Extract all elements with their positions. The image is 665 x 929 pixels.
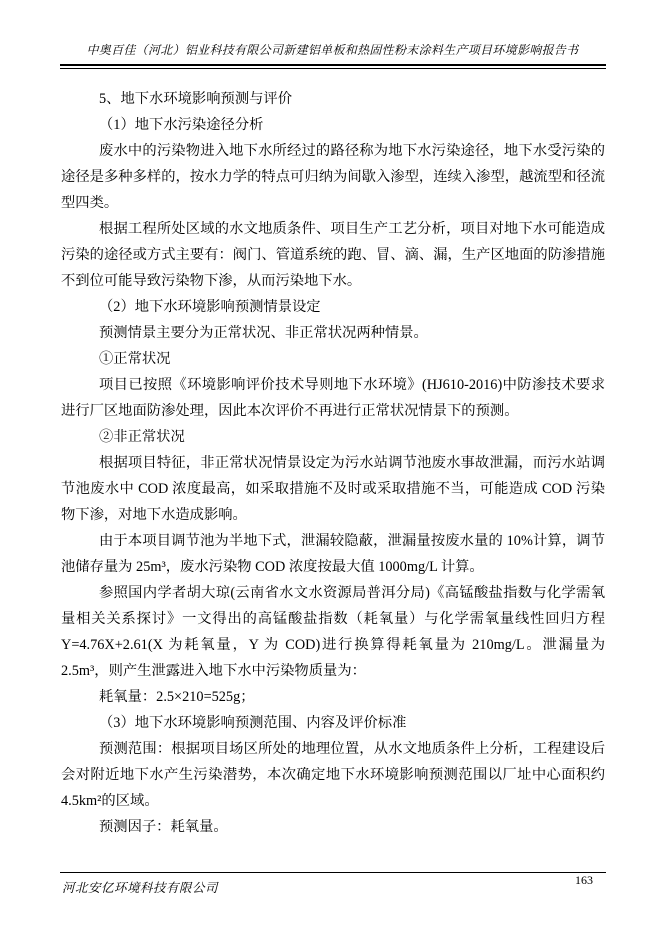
heading-pollution-pathway: （1）地下水污染途径分析 bbox=[99, 117, 264, 133]
footer-rule bbox=[60, 872, 606, 873]
paragraph-pollution-pathway-types: 废水中的污染物进入地下水所经过的路径称为地下水污染途径，地下水受污染的途径是多种多样的，按水力学的特点可归纳为间歇入渗型，连续入渗型，越流型和径流型四类。 bbox=[61, 143, 605, 211]
paragraph-abnormal-condition: 根据项目特征，非正常状况情景设定为污水站调节池废水事故泄漏，而污水站调节池废水中 COD 浓度最高，如采取措施不及时或采取措施不当，可能造成 COD 污染物下渗，对地下水造成影响。 bbox=[61, 455, 605, 523]
paragraph-prediction-scope: 预测范围：根据项目场区所处的地理位置，从水文地质条件上分析，工程建设后会对附近地下水产生污染潜势，本次确定地下水环境影响预测范围以厂址中心面积约 4.5km²的区域。 bbox=[61, 741, 605, 809]
header-rule-top bbox=[60, 64, 606, 66]
heading-section-5: 5、地下水环境影响预测与评价 bbox=[99, 91, 293, 107]
header-title: 中奥百佳（河北）铝业科技有限公司新建铝单板和热固性粉末涂料生产项目环境影响报告书 bbox=[86, 43, 579, 57]
paragraph-pollution-pathway-ways: 根据工程所处区域的水文地质条件、项目生产工艺分析，项目对地下水可能造成污染的途径或方式主要有：阀门、管道系统的跑、冒、滴、漏，生产区地面的防渗措施不到位可能导致污染物下渗，从而污染地下水。 bbox=[61, 221, 605, 289]
heading-scenario-setting: （2）地下水环境影响预测情景设定 bbox=[99, 299, 321, 315]
heading-prediction-scope: （3）地下水环境影响预测范围、内容及评价标准 bbox=[99, 715, 407, 731]
heading-normal-condition: ①正常状况 bbox=[99, 351, 171, 367]
paragraph-cod-conversion: 参照国内学者胡大琼(云南省水文水资源局普洱分局)《高锰酸盐指数与化学需氧量相关关系探讨》一文得出的高锰酸盐指数（耗氧量）与化学需氧量线性回归方程 Y=4.76X+2.61(X 为耗氧量，Y 为 COD)进行换算得耗氧量为 210mg/L。泄漏量为 2.5m³，则产生泄露进入地下水中污染物质量为： bbox=[61, 585, 605, 679]
paragraph-prediction-factor: 预测因子：耗氧量。 bbox=[99, 819, 228, 835]
paragraph-oxygen-consumption: 耗氧量：2.5×210=525g； bbox=[99, 689, 255, 705]
footer-page-number: 163 bbox=[575, 873, 593, 887]
paragraph-leakage-assumption: 由于本项目调节池为半地下式，泄漏较隐蔽，泄漏量按废水量的 10%计算，调节池储存量为 25m³，废水污染物 COD 浓度按最大值 1000mg/L 计算。 bbox=[61, 533, 605, 575]
heading-abnormal-condition: ②非正常状况 bbox=[99, 429, 185, 445]
footer-company: 河北安亿环境科技有限公司 bbox=[62, 881, 219, 895]
paragraph-normal-condition: 项目已按照《环境影响评价技术导则地下水环境》(HJ610-2016)中防渗技术要求进行厂区地面防渗处理，因此本次评价不再进行正常状况情景下的预测。 bbox=[61, 377, 605, 419]
header-rule-bottom bbox=[60, 68, 606, 69]
paragraph-scenario-overview: 预测情景主要分为正常状况、非正常状况两种情景。 bbox=[99, 325, 428, 341]
document-body bbox=[61, 86, 605, 840]
